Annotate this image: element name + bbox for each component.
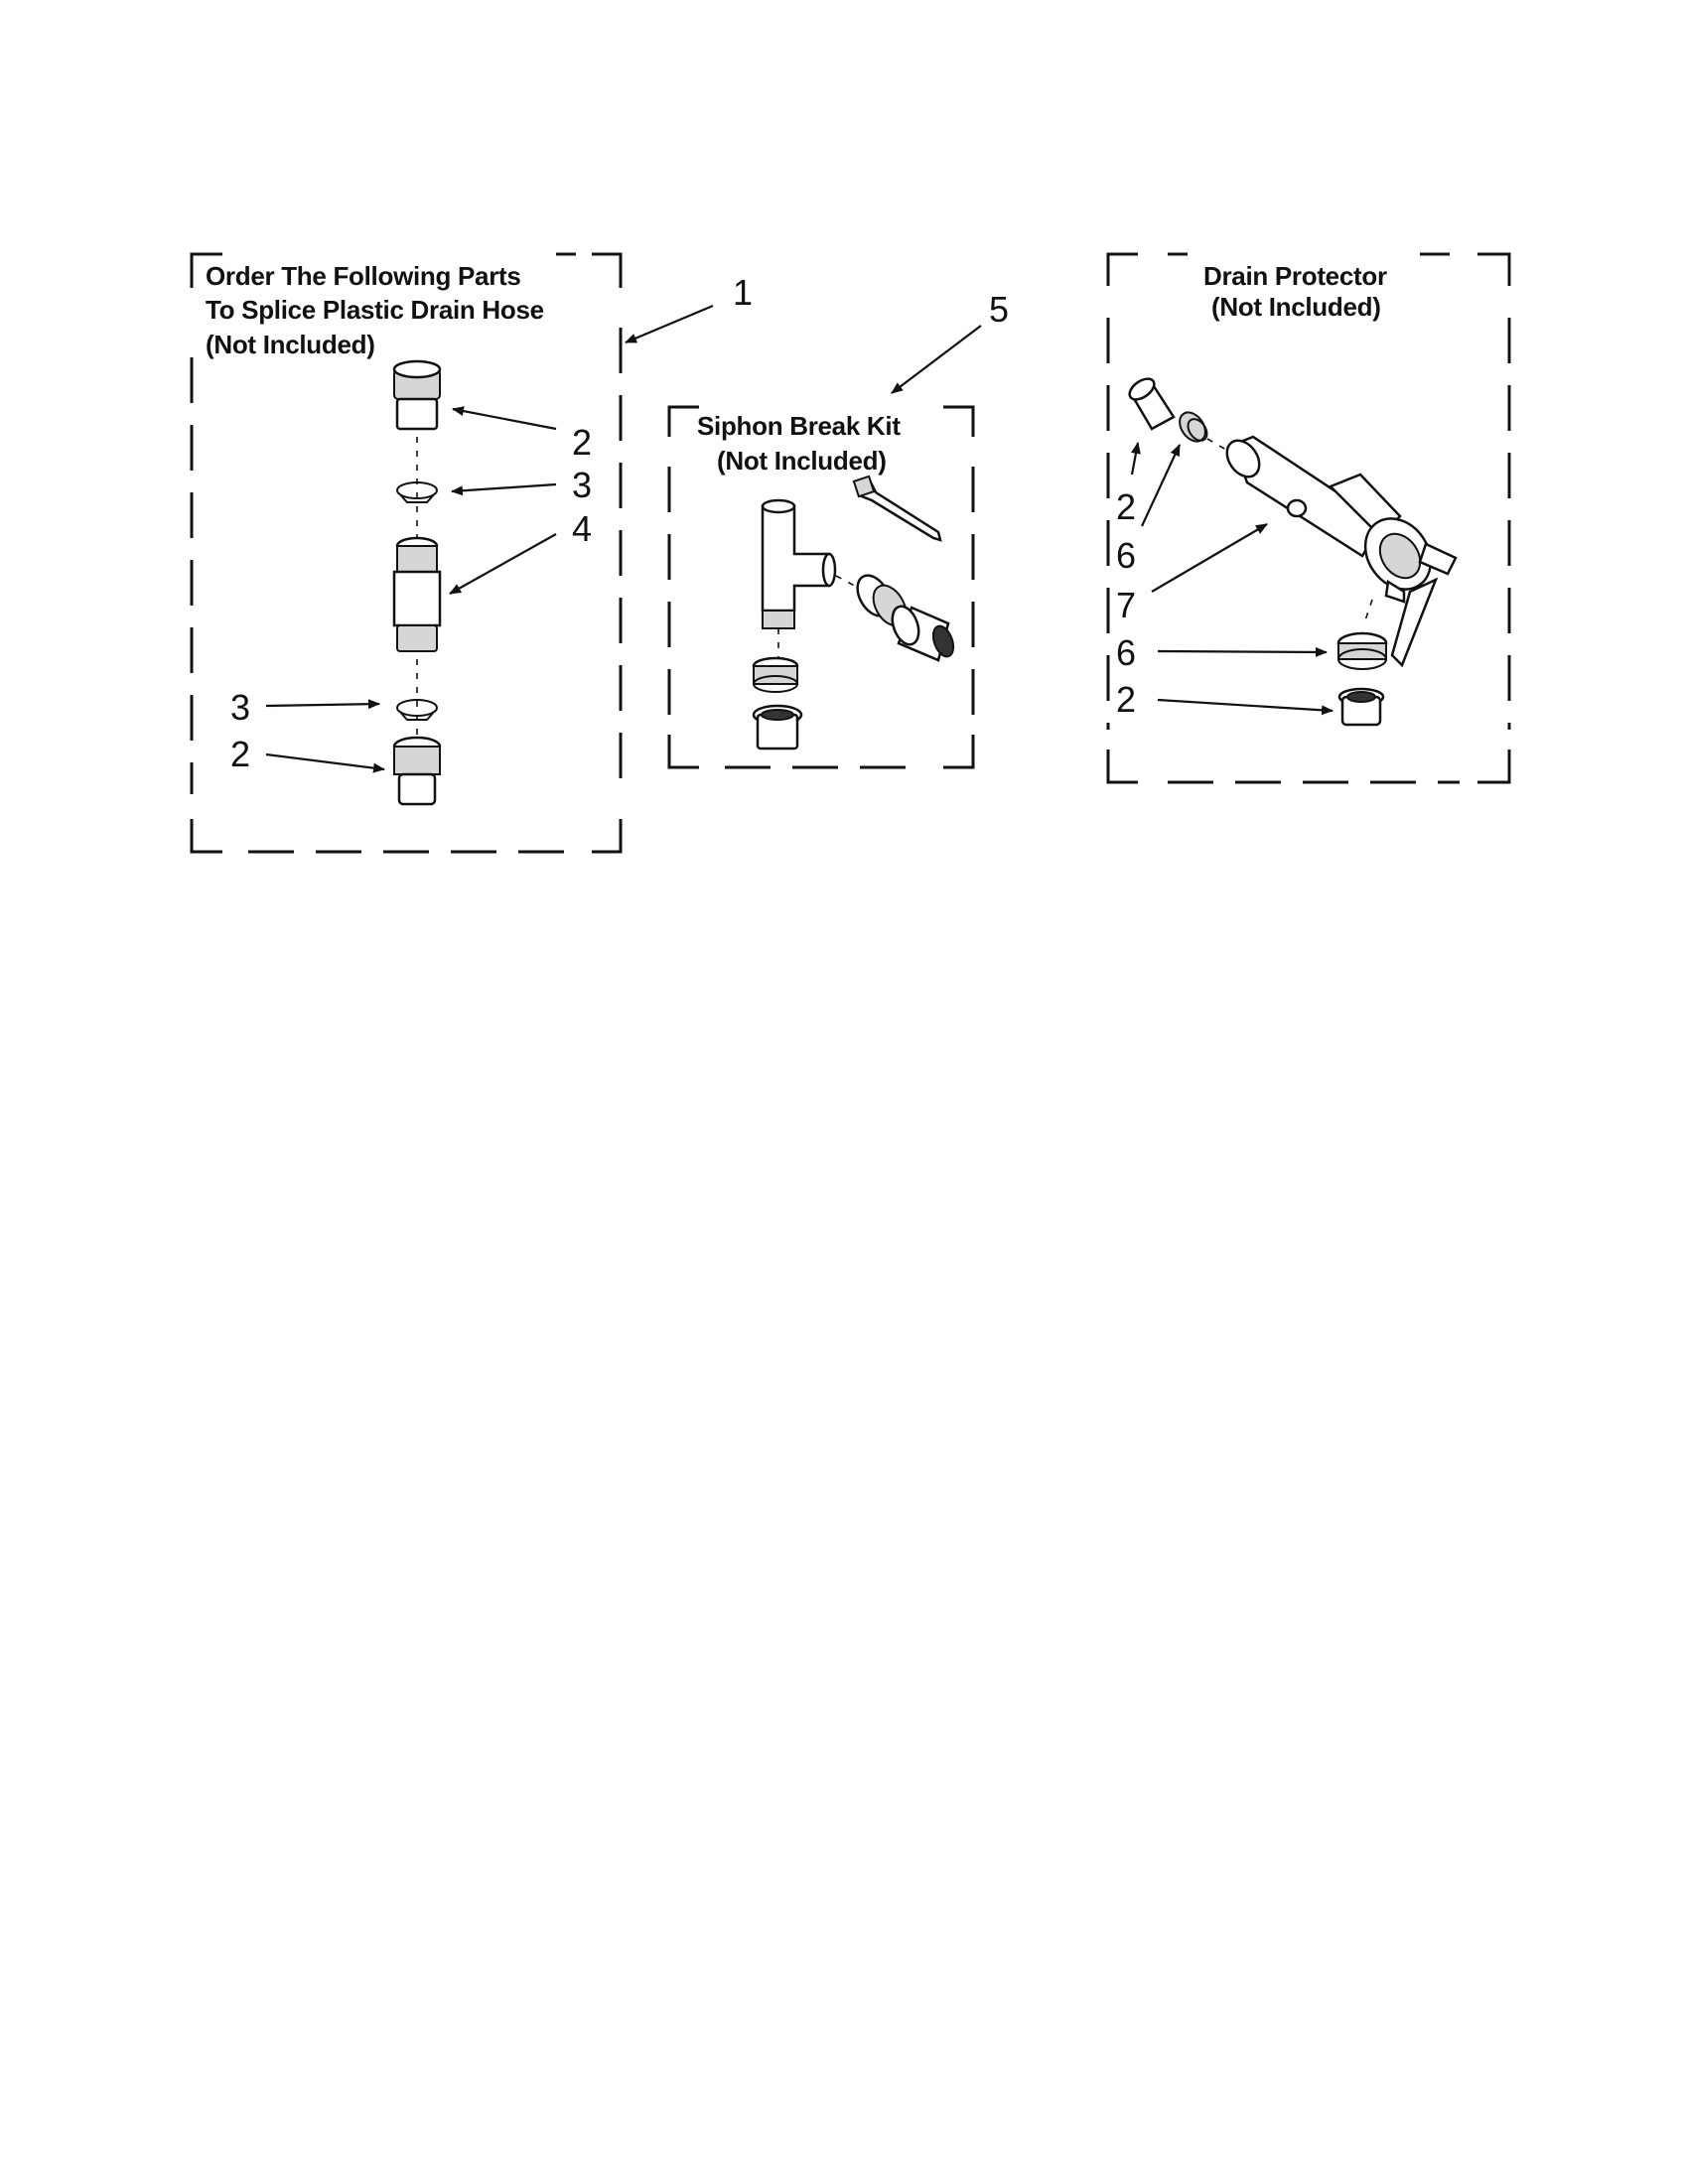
splice-kit-title-line-1: Order The Following Parts (206, 261, 521, 291)
protector-adapter-bottom-drawing (1339, 689, 1383, 725)
protector-nut-top-drawing (1175, 408, 1211, 447)
siphon-kit-title-line-2: (Not Included) (717, 446, 887, 476)
siphon-adapter-bottom-drawing (754, 706, 801, 749)
protector-nut-bottom-drawing (1338, 633, 1386, 669)
callout-splice-4: 4 (572, 508, 593, 549)
splice-kit-title-line-2: To Splice Plastic Drain Hose (206, 295, 544, 325)
protector-kit-title-line-1: Drain Protector (1203, 261, 1387, 291)
protector-kit-title-line-2: (Not Included) (1211, 292, 1381, 322)
siphon-kit-title-line-1: Siphon Break Kit (697, 411, 901, 441)
callout-prot-2-top: 2 (1116, 486, 1137, 527)
callout-5: 5 (989, 289, 1010, 330)
callout-splice-2-bottom: 2 (230, 734, 251, 774)
siphon-parts (754, 477, 957, 749)
splice-connector-top-drawing (394, 361, 440, 429)
protector-adapter-top-drawing (1126, 374, 1174, 429)
splice-connector-bottom-drawing (394, 738, 440, 804)
leader-1 (626, 306, 713, 342)
protector-parts (1126, 374, 1456, 725)
protector-body-drawing (1220, 435, 1456, 665)
callout-splice-2-top: 2 (572, 422, 593, 463)
leader-5 (892, 326, 981, 393)
siphon-nut-bottom-drawing (754, 658, 797, 692)
splice-parts (394, 361, 440, 804)
callout-prot-2-bottom: 2 (1116, 679, 1137, 720)
callout-splice-3-top: 3 (572, 465, 593, 505)
callout-1: 1 (733, 272, 754, 313)
callout-splice-3-bottom: 3 (230, 687, 251, 728)
siphon-cable-tie-drawing (854, 477, 940, 540)
callout-prot-7: 7 (1116, 585, 1137, 625)
splice-coupler-drawing (394, 538, 440, 651)
callout-prot-6-top: 6 (1116, 535, 1137, 576)
splice-kit-title-line-3: (Not Included) (206, 330, 375, 359)
callout-prot-6-bottom: 6 (1116, 632, 1137, 673)
siphon-adapter-horizontal-drawing (888, 603, 957, 660)
siphon-tee-drawing (763, 500, 835, 663)
